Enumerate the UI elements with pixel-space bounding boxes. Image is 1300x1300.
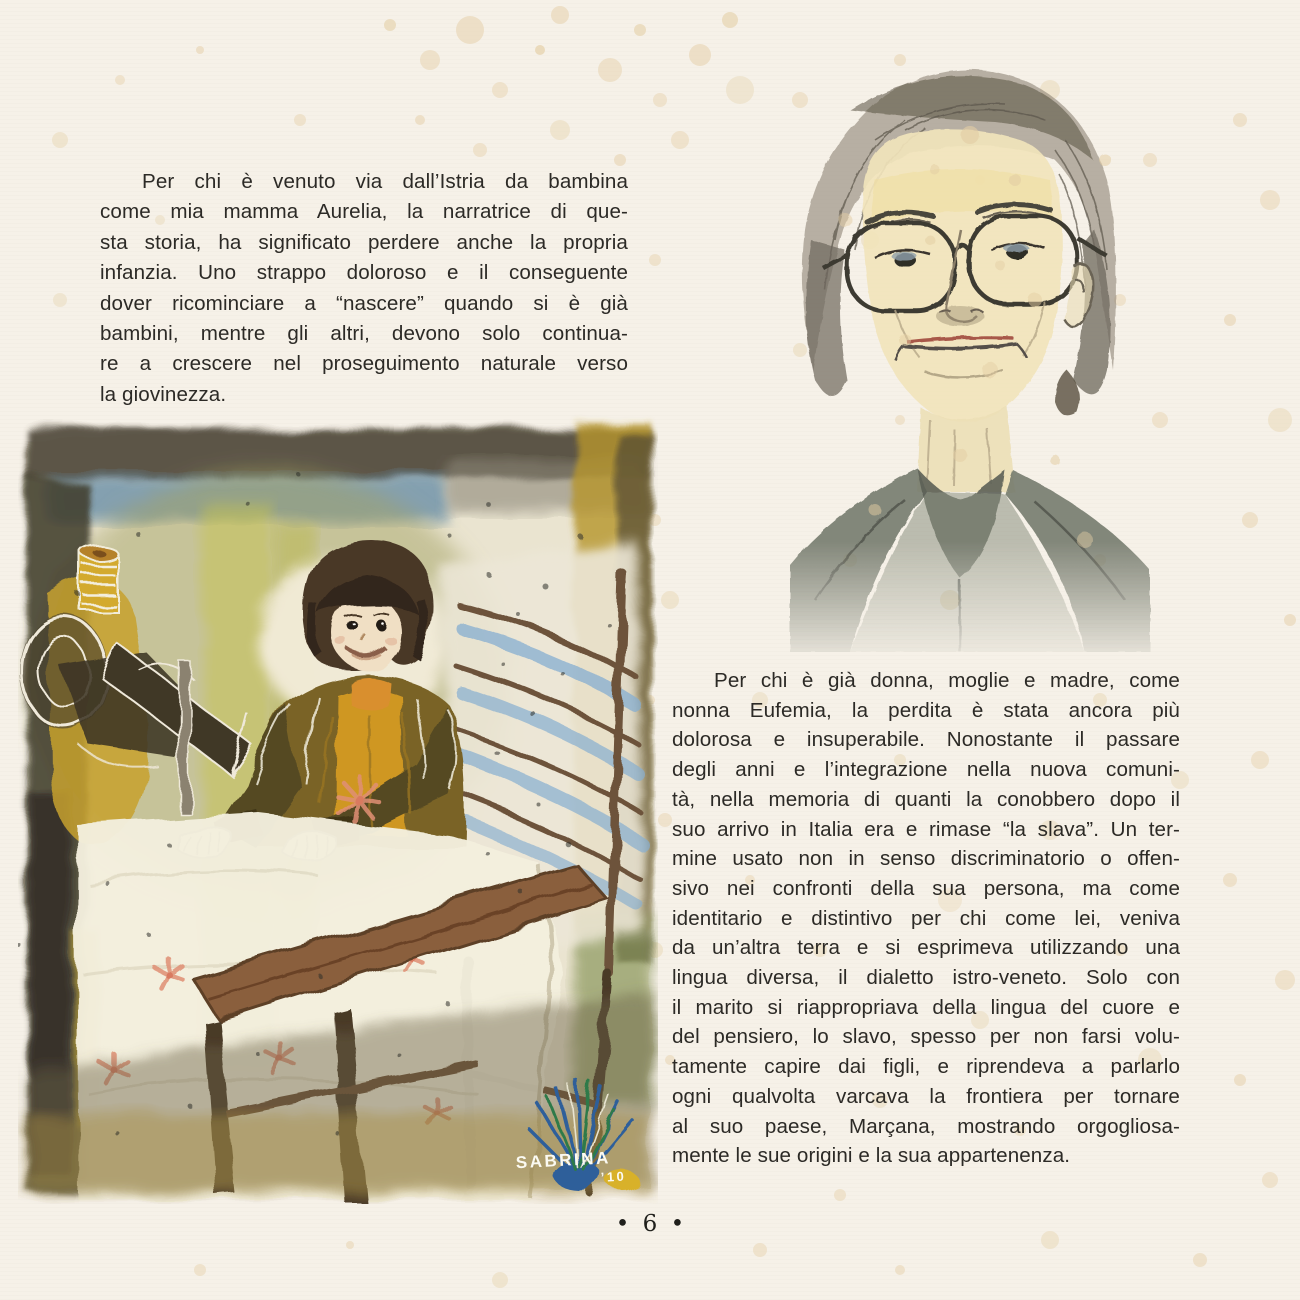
portrait-illustration-elderly-woman [755,40,1185,652]
text-line: suo arrivo in Italia era e rimase “la slava”. Un ter- [672,817,1180,841]
text-line: del pensiero, lo slavo, spesso per non farsi volu- [672,1025,1180,1049]
text-line: dolorosa e insuperabile. Nonostante il passare [672,728,1180,752]
text-line: nonna Eufemia, la perdita è stata ancora più [672,698,1180,722]
text-line: sta storia, ha significato perdere anche la propria [100,230,628,254]
text-line: identitario e distintivo per chi come lei, veniva [672,906,1180,930]
text-line: al suo paese, Marçana, mostrando orgogliosa- [672,1114,1180,1138]
watercolor-illustration-child-at-table [18,414,658,1204]
text-line: da un’altra terra e si esprimeva utilizzando una [672,936,1180,960]
text-line: sivo nei confronti della sua persona, ma come [672,876,1180,900]
signature-name: SABRINA [515,1148,612,1173]
text-line: mente le sue origini e la sua appartenenza. [672,1144,1071,1168]
text-line: tà, nella memoria di quanti la conobbero dopo il [672,787,1180,811]
text-line: bambini, mentre gli altri, devono solo continua- [100,322,628,346]
text-line: lingua diversa, il dialetto istro-veneto. Solo con [672,966,1180,990]
text-line: mine usato non in senso discriminatorio o offen- [672,847,1180,871]
text-line: la giovinezza. [100,382,227,406]
page-number: • 6 • [615,1211,685,1237]
text-line: Per chi è già donna, moglie e madre, come [714,669,1180,692]
text-line: re a crescere nel proseguimento naturale verso [100,352,628,376]
text-line: degli anni e l’integrazione nella nuova comuni- [672,758,1180,782]
paragraph-eufemia [672,666,1180,1171]
text-line: infanzia. Uno strappo doloroso e il conseguente [100,261,628,285]
paragraph-istria [100,167,628,410]
text-line: come mia mamma Aurelia, la narratrice di que- [100,200,628,224]
text-line: il marito si riappropriava della lingua del cuore e [672,995,1180,1019]
signature-year: ’10 [600,1168,627,1185]
text-line: tamente capire dai figli, e riprendeva a parlarlo [672,1055,1180,1079]
text-line: ogni qualvolta varcava la frontiera per tornare [672,1084,1180,1108]
text-line: dover ricominciare a “nascere” quando si è già [100,291,628,315]
text-line: Per chi è venuto via dall’Istria da bambina [142,170,628,193]
